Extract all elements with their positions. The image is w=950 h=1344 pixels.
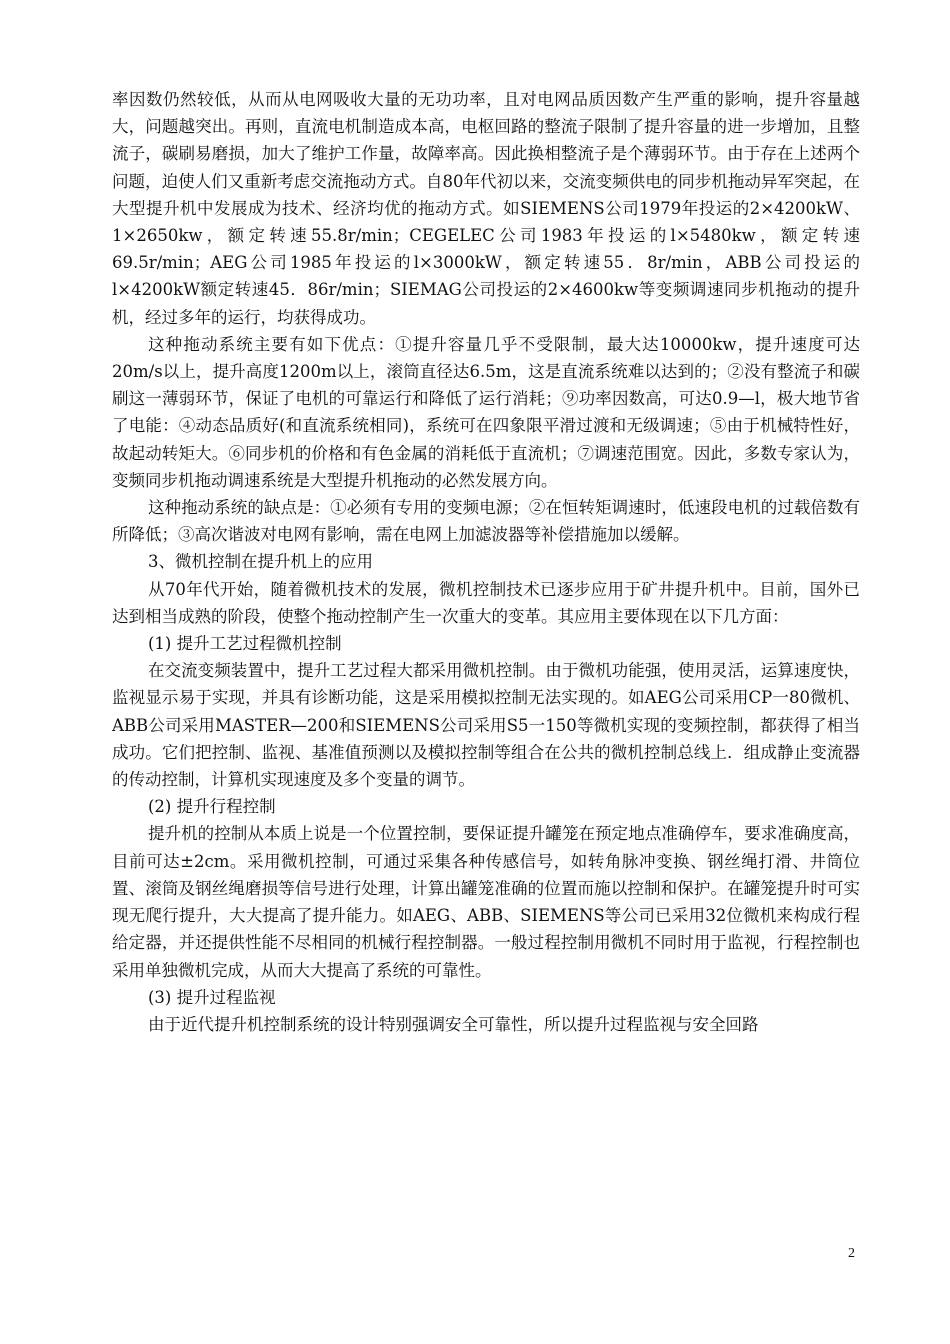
page-number: 2 [848, 1246, 855, 1261]
paragraph-stroke-control: 提升机的控制从本质上说是一个位置控制，要保证提升罐笼在预定地点准确停车，要求准确度高，目前可达±2cm。采用微机控制，可通过采集各种传感信号，如转角脉冲变换、钢丝绳打滑、井筒位置、滚筒及钢丝绳磨损等信号进行处理，计算出罐笼准确的位置而施以控制和保护。在罐笼提升时可实现无爬行提升，大大提高了提升能力。如AEG、ABB、SIEMENS等公司已采用32位微机来构成行程给定器，并还提供性能不尽相同的机械行程控制器。一般过程控制用微机不同时用于监视，行程控制也采用单独微机完成，从而大大提高了系统的可靠性。 [112, 824, 860, 980]
paragraph-microcomputer-intro: 从70年代开始，随着微机技术的发展，微机控制技术已逐步应用于矿井提升机中。目前，国外已达到相当成熟的阶段，使整个拖动控制产生一次重大的变革。其应用主要体现在以下几方面： [112, 579, 860, 626]
body-text [112, 86, 860, 1038]
paragraph-advantages: 这种拖动系统主要有如下优点：①提升容量几乎不受限制，最大达10000kw，提升速度可达20m/s以上，提升高度1200m以上，滚筒直径达6.5m，这是直流系统难以达到的；②没有整流子和碳刷这一薄弱环节，保证了电机的可靠运行和降低了运行消耗；⑨功率因数高，可达0.9—l，极大地节省了电能：④动态品质好(和直流系统相同)，系统可在四象限平滑过渡和无级调速；⑤由于机械特性好，故起动转矩大。⑥同步机的价格和有色金属的消耗低于直流机；⑦调速范围宽。因此，多数专家认为，变频同步机拖动调速系统是大型提升机拖动的必然发展方向。 [112, 334, 860, 490]
paragraph-monitoring: 由于近代提升机控制系统的设计特别强调安全可靠性，所以提升过程监视与安全回路 [148, 1014, 759, 1034]
section-heading-3: 3、微机控制在提升机上的应用 [148, 552, 373, 572]
subheading-2: (2) 提升行程控制 [148, 797, 276, 817]
subheading-3: (3) 提升过程监视 [148, 987, 276, 1007]
paragraph-process-control: 在交流变频装置中，提升工艺过程大都采用微机控制。由于微机功能强，使用灵活，运算速度快，监视显示易于实现，并具有诊断功能，这是采用模拟控制无法实现的。如AEG公司采用CP一80微机、ABB公司采用MASTER—200和SIEMENS公司采用S5一150等微机实现的变频控制，都获得了相当成功。它们把控制、监视、基准值预测以及模拟控制等组合在公共的微机控制总线上．组成静止变流器的传动控制，计算机实现速度及多个变量的调节。 [112, 661, 860, 790]
paragraph-disadvantages: 这种拖动系统的缺点是：①必须有专用的变频电源；②在恒转矩调速时，低速段电机的过载倍数有所降低；③高次谐波对电网有影响，需在电网上加滤波器等补偿措施加以缓解。 [112, 498, 860, 545]
subheading-1: (1) 提升工艺过程微机控制 [148, 634, 342, 654]
paragraph-continuation: 率因数仍然较低，从而从电网吸收大量的无功功率，且对电网品质因数产生严重的影响，提升容量越大，问题越突出。再则，直流电机制造成本高，电枢回路的整流子限制了提升容量的进一步增加，且整流子，碳刷易磨损，加大了维护工作量，故障率高。因此换相整流子是个薄弱环节。由于存在上述两个问题，迫使人们又重新考虑交流拖动方式。自80年代初以来，交流变频供电的同步机拖动异军突起，在大型提升机中发展成为技术、经济均优的拖动方式。如SIEMENS公司1979年投运的2×4200kW、1×2650kw，额定转速55.8r/min；CEGELEC公司1983年投运的l×5480kw，额定转速69.5r/min；AEG公司1985年投运的l×3000kW，额定转速55．8r/min，ABB公司投运的l×4200kW额定转速45．86r/min；SIEMAG公司投运的2×4600kw等变频调速同步机拖动的提升机，经过多年的运行，均获得成功。 [112, 90, 860, 327]
